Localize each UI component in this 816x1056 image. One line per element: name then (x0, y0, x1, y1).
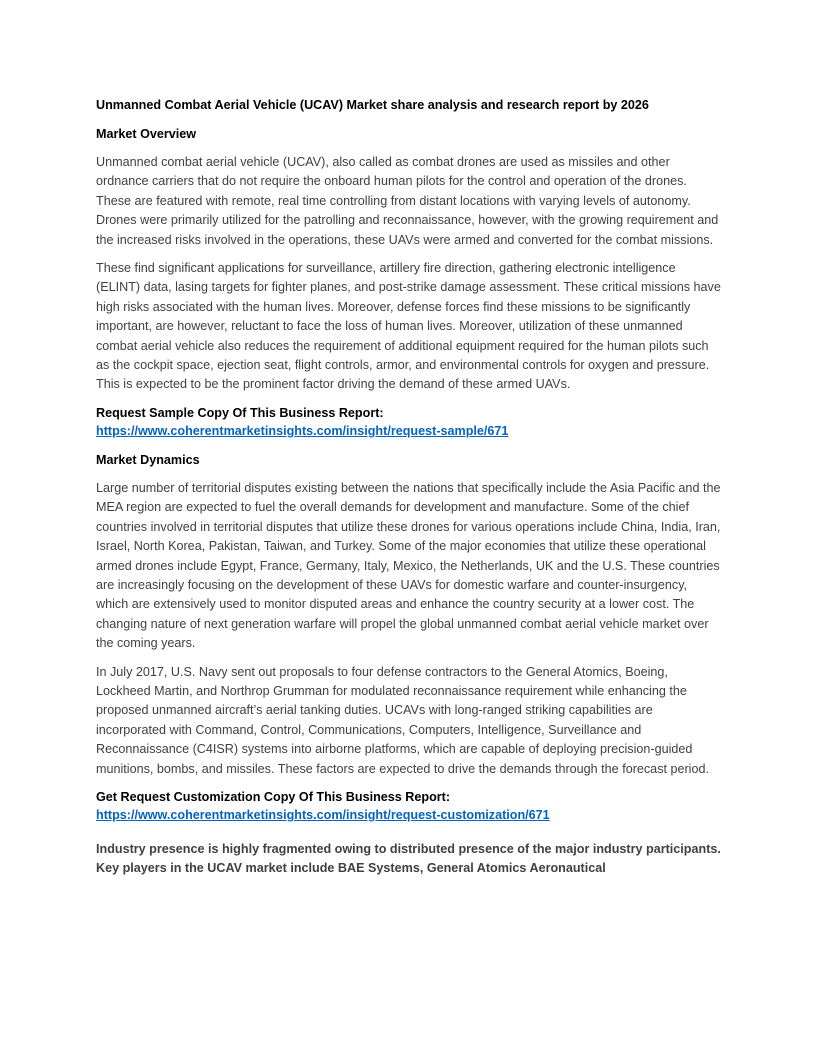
customization-request-link[interactable]: https://www.coherentmarketinsights.com/insight/request-customization/671 (96, 807, 550, 822)
document-page (96, 96, 722, 879)
customization-request-label: Get Request Customization Copy Of This Business Report: (96, 789, 451, 804)
market-overview-heading: Market Overview (96, 127, 197, 141)
market-dynamics-heading: Market Dynamics (96, 452, 200, 467)
sample-request-label: Request Sample Copy Of This Business Report: (96, 405, 384, 420)
dynamics-paragraph-1: Large number of territorial disputes existing between the nations that specifically include the Asia Pacific and the MEA region are expected to fuel the overall demands for development and manufacture. Some of the chief countries involved in territorial disputes that utilize these drones for various operations include China, India, Iran, Israel, North Korea, Pakistan, Taiwan, and Turkey. Some of the major economies that utilize these operational armed drones include Egypt, France, Germany, Italy, Mexico, the Netherlands, UK and the U.S. These countries are increasingly focusing on the development of these UAVs for domestic warfare and counter-insurgency, which are extensively used to monitor disputed areas and enhance the country security at a lower cost. The changing nature of next generation warfare will propel the global unmanned combat aerial vehicle market over the coming years. (96, 480, 721, 651)
sample-request-link[interactable]: https://www.coherentmarketinsights.com/insight/request-sample/671 (96, 423, 509, 438)
document-title: Unmanned Combat Aerial Vehicle (UCAV) Market share analysis and research report by 2026 (96, 98, 649, 112)
overview-paragraph-1: Unmanned combat aerial vehicle (UCAV), also called as combat drones are used as missiles and other ordnance carriers that do not require the onboard human pilots for the control and operation of the drones. These are featured with remote, real time controlling from distant locations with varying levels of autonomy. Drones were primarily utilized for the patrolling and reconnaissance, however, with the growing requirement and the increased risks involved in the operations, these UAVs were armed and converted for the combat missions. (96, 155, 719, 247)
closing-paragraph: Industry presence is highly fragmented owing to distributed presence of the major industry participants. Key players in the UCAV market include BAE Systems, General Atomics Aeronautical (96, 841, 721, 876)
dynamics-paragraph-2: In July 2017, U.S. Navy sent out proposals to four defense contractors to the General Atomics, Boeing, Lockheed Martin, and Northrop Grumman for modulated reconnaissance requirement while enhancing the proposed unmanned aircraft’s aerial tanking duties. UCAVs with long-ranged striking capabilities are incorporated with Command, Control, Communications, Computers, Intelligence, Surveillance and Reconnaissance (C4ISR) systems into airborne platforms, which are capable of deploying precision-guided munitions, bombs, and missiles. These factors are expected to drive the demands through the forecast period. (96, 664, 709, 776)
overview-paragraph-2: These find significant applications for surveillance, artillery fire direction, gathering electronic intelligence (ELINT) data, lasing targets for fighter planes, and post-strike damage assessment. These critical missions have high risks associated with the human lives. Moreover, defense forces find these missions to be significantly important, are however, reluctant to face the loss of human lives. Moreover, utilization of these unmanned combat aerial vehicle also reduces the requirement of additional equipment required for the human pilots such as the cockpit space, ejection seat, flight controls, armor, and environmental controls for oxygen and pressure. This is expected to be the prominent factor driving the demand of these armed UAVs. (96, 261, 721, 392)
